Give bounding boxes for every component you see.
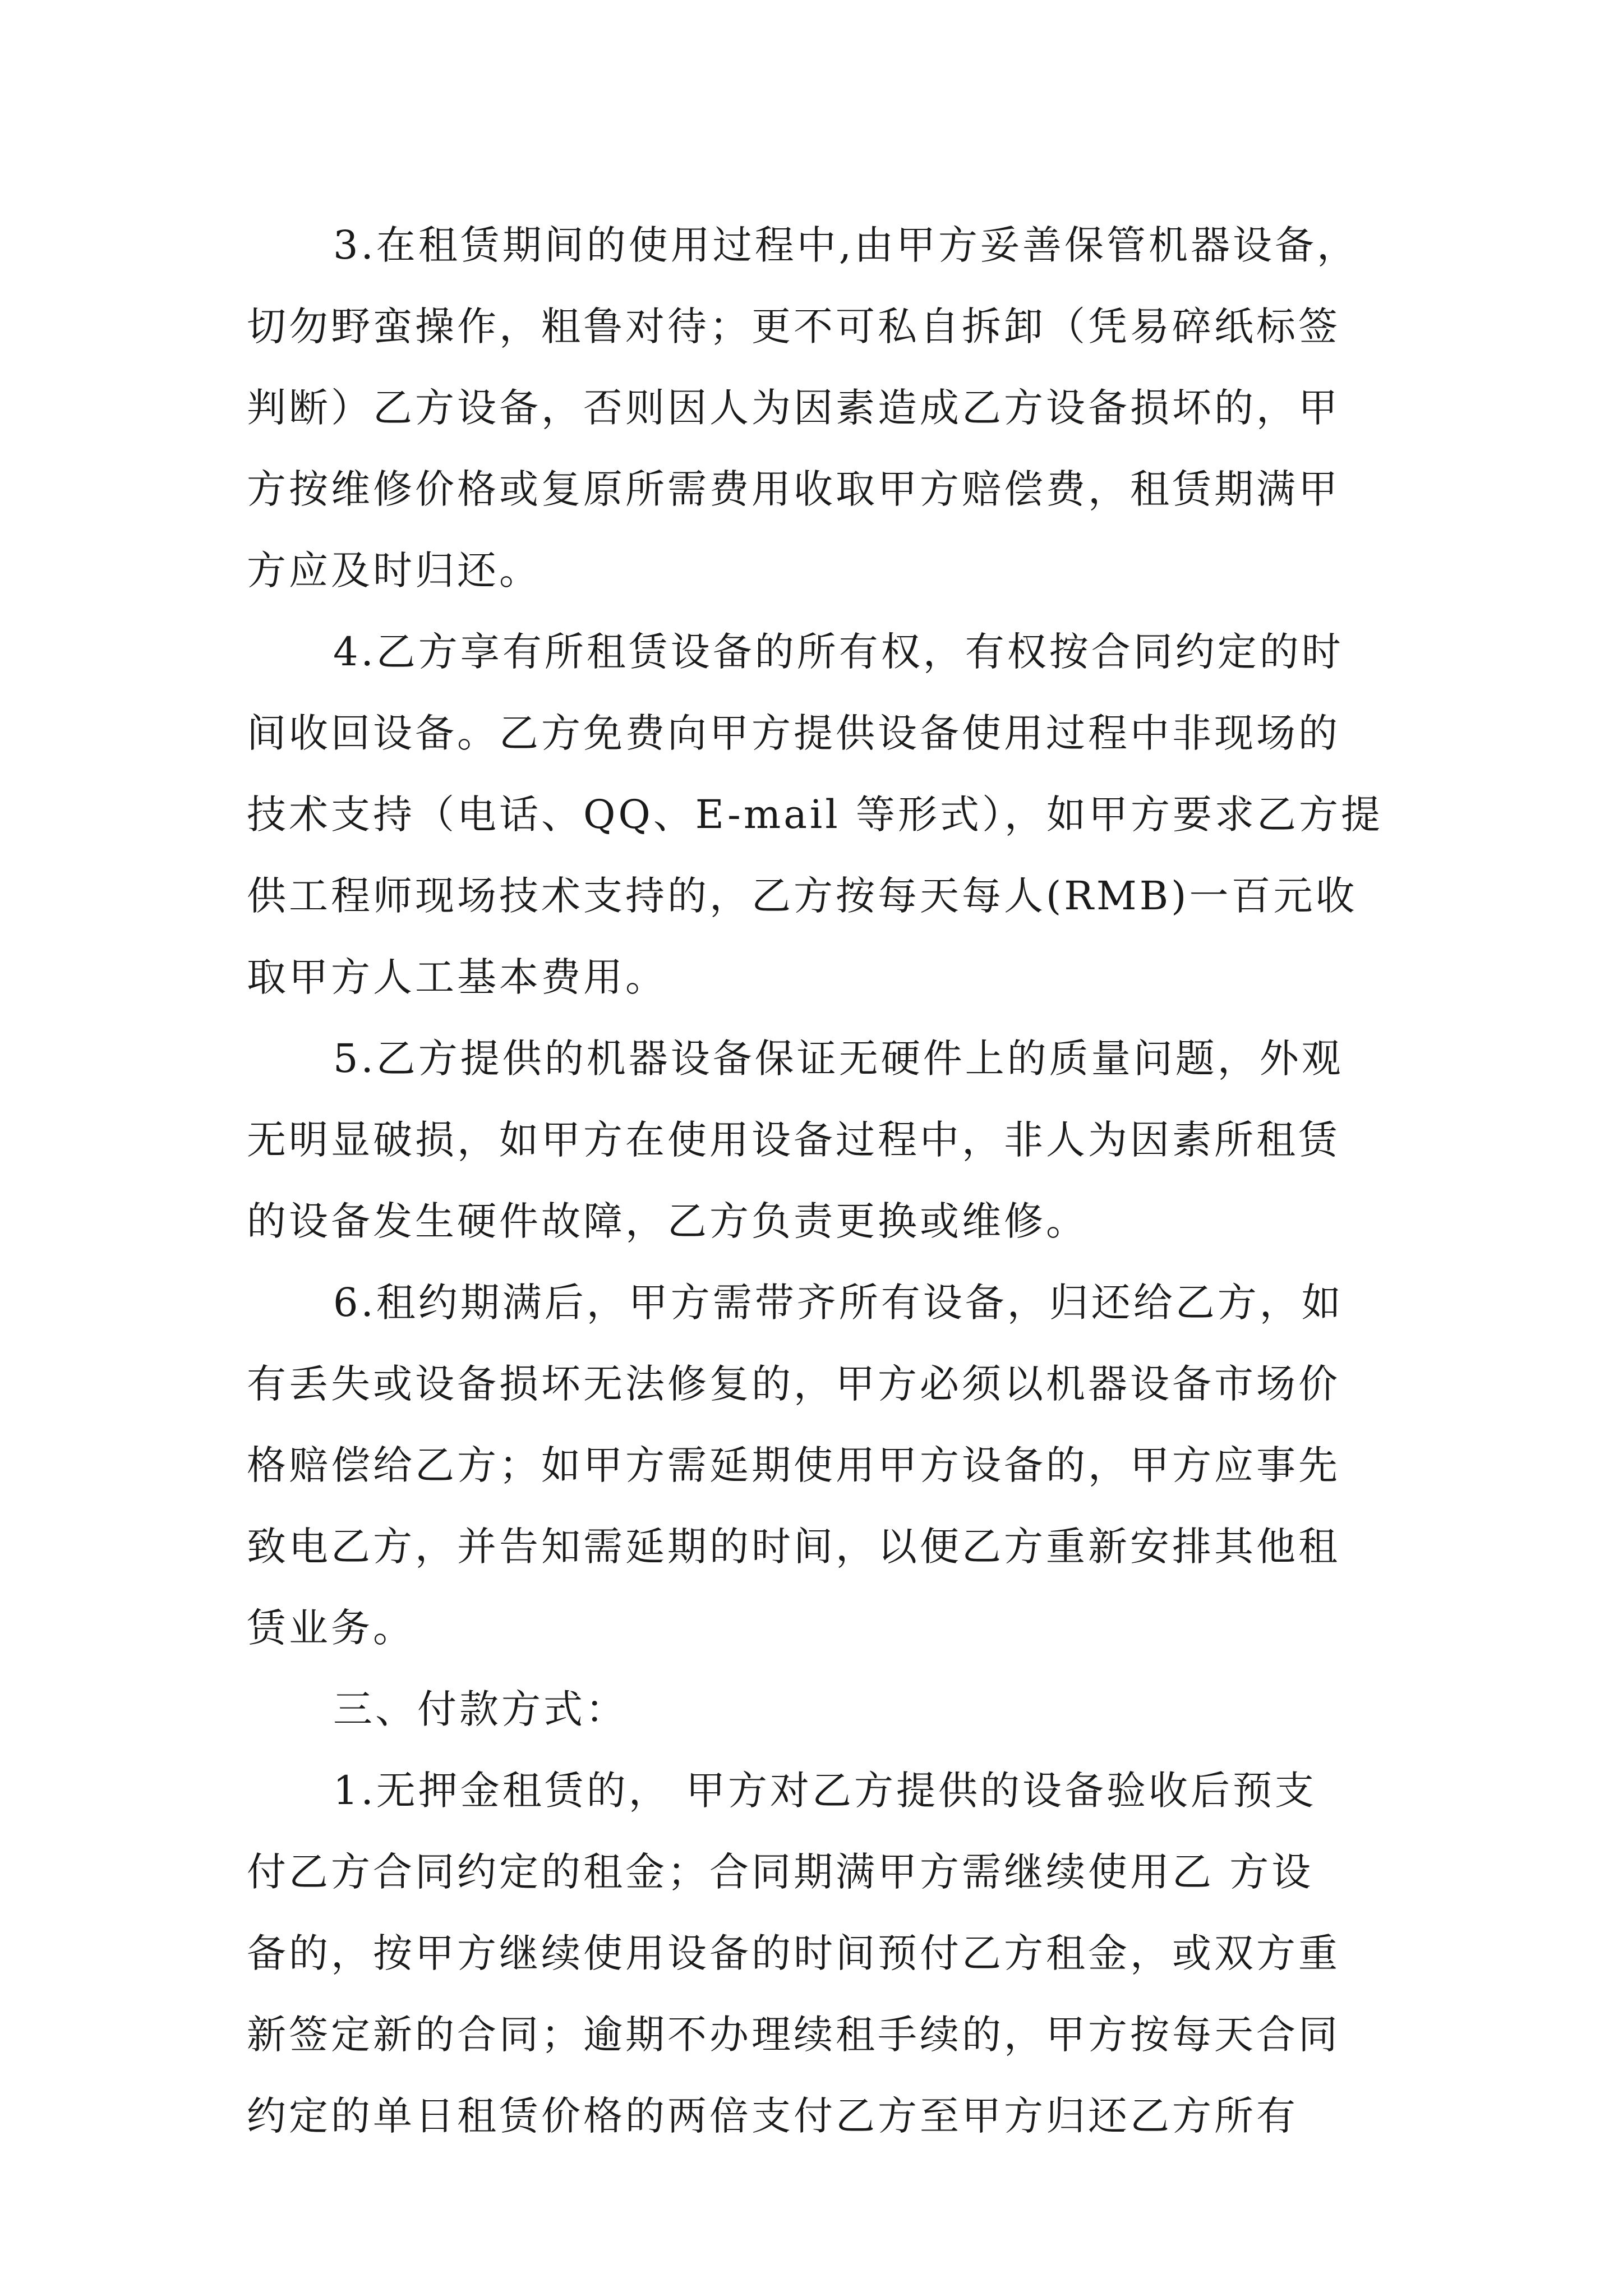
clause-4-line-3: 技术支持（电话、QQ、E-mail 等形式），如甲方要求乙方提 xyxy=(247,792,1383,838)
clause-3-line-4: 方按维修价格或复原所需费用收取甲方赔偿费，租赁期满甲 xyxy=(247,466,1340,512)
clause-6-line-5: 赁业务。 xyxy=(247,1605,415,1651)
clause-5-line-3: 的设备发生硬件故障，乙方负责更换或维修。 xyxy=(247,1198,1088,1244)
payment-clause-1-line-2: 付乙方合同约定的租金；合同期满甲方需继续使用乙 方设 xyxy=(247,1849,1314,1895)
clause-6-line-4: 致电乙方，并告知需延期的时间，以便乙方重新安排其他租 xyxy=(247,1524,1340,1570)
clause-5-line-1: 5.乙方提供的机器设备保证无硬件上的质量问题，外观 xyxy=(333,1036,1344,1082)
document-body xyxy=(247,205,1408,2157)
clause-4-line-4: 供工程师现场技术支持的，乙方按每天每人(RMB)一百元收 xyxy=(247,873,1358,919)
clause-6-line-1: 6.租约期满后，甲方需带齐所有设备，归还给乙方，如 xyxy=(333,1280,1344,1326)
clause-3-line-5: 方应及时归还。 xyxy=(247,547,541,593)
clause-4-line-5: 取甲方人工基本费用。 xyxy=(247,954,667,1000)
payment-clause-1-line-1: 1.无押金租赁的， 甲方对乙方提供的设备验收后预支 xyxy=(333,1768,1317,1814)
clause-6-line-2: 有丢失或设备损坏无法修复的，甲方必须以机器设备市场价 xyxy=(247,1361,1340,1407)
payment-clause-1-line-3: 备的，按甲方继续使用设备的时间预付乙方租金，或双方重 xyxy=(247,1930,1340,1976)
payment-clause-1-line-5: 约定的单日租赁价格的两倍支付乙方至甲方归还乙方所有 xyxy=(247,2093,1298,2139)
clause-4-line-2: 间收回设备。乙方免费向甲方提供设备使用过程中非现场的 xyxy=(247,710,1340,756)
section-payment-heading: 三、付款方式： xyxy=(333,1686,628,1732)
clause-5-line-2: 无明显破损，如甲方在使用设备过程中，非人为因素所租赁 xyxy=(247,1117,1340,1163)
clause-4-line-1: 4.乙方享有所租赁设备的所有权，有权按合同约定的时 xyxy=(333,629,1344,675)
clause-6-line-3: 格赔偿给乙方；如甲方需延期使用甲方设备的，甲方应事先 xyxy=(247,1442,1340,1488)
clause-3-line-2: 切勿野蛮操作，粗鲁对待；更不可私自拆卸（凭易碎纸标签 xyxy=(247,303,1340,349)
payment-clause-1-line-4: 新签定新的合同；逾期不办理续租手续的，甲方按每天合同 xyxy=(247,2012,1340,2058)
clause-3-line-1: 3.在租赁期间的使用过程中,由甲方妥善保管机器设备， xyxy=(333,222,1359,268)
clause-3-line-3: 判断）乙方设备，否则因人为因素造成乙方设备损坏的，甲 xyxy=(247,385,1340,431)
